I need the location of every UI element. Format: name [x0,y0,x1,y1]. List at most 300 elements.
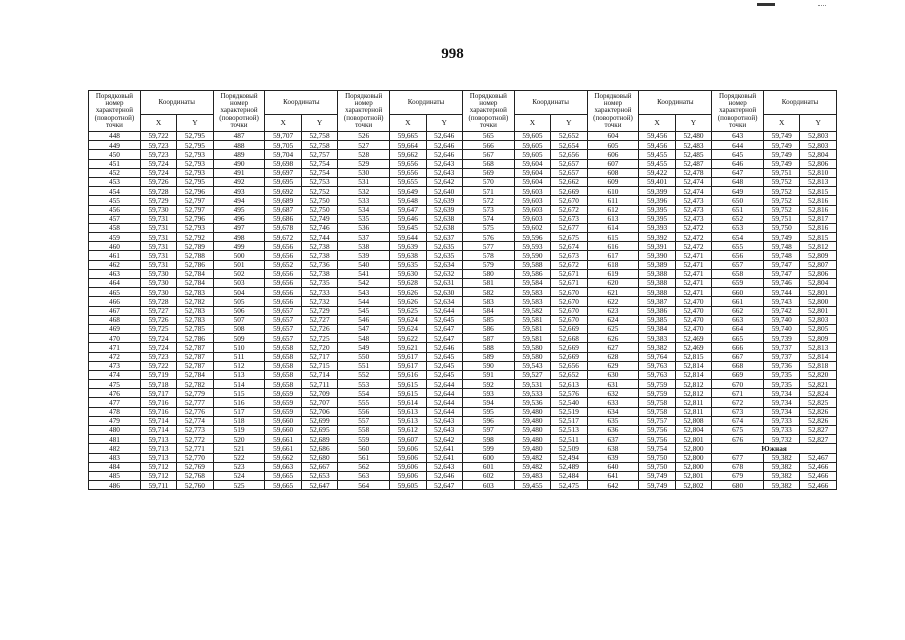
table-cell: 59,749 [764,150,800,159]
table-cell: 59,605 [514,141,550,150]
table-row [89,159,837,168]
table-cell: 649 [712,187,764,196]
table-cell: 59,395 [639,214,675,223]
table-cell: 59,422 [639,168,675,177]
table-cell: 59,723 [140,150,176,159]
table-cell: 591 [462,370,514,379]
table-cell: 59,658 [265,380,301,389]
table-cell: 554 [338,389,390,398]
table-cell: 52,800 [675,453,711,462]
table-cell: 52,670 [551,196,587,205]
table-cell: 52,630 [426,288,462,297]
table-cell: 52,674 [551,242,587,251]
table-cell: 59,656 [265,251,301,260]
table-cell: 59,652 [265,260,301,269]
table-cell: 59,625 [390,306,426,315]
table-row [89,214,837,223]
table-cell: 59,593 [514,242,550,251]
table-cell: 59,388 [639,269,675,278]
table-cell: 59,401 [639,177,675,186]
table-cell: 587 [462,334,514,343]
table-cell: 615 [587,233,639,242]
table-cell: 59,711 [140,481,176,490]
table-cell: 52,792 [177,233,213,242]
header-point-number: Порядковый номер характерной (поворотной) точки [712,91,764,132]
table-cell: 557 [338,416,390,425]
table-cell: 52,635 [426,251,462,260]
table-cell: 549 [338,343,390,352]
table-cell: 52,643 [426,462,462,471]
table-row [89,361,837,370]
table-cell: 631 [587,380,639,389]
table-cell: 59,707 [265,132,301,141]
header-y: Y [177,115,213,132]
header-coordinates: Координаты [764,91,837,115]
header-y: Y [800,115,837,132]
table-cell: 52,511 [551,435,587,444]
table-cell: 52,706 [301,407,337,416]
header-coordinates: Координаты [639,91,712,115]
table-cell: 59,726 [140,315,176,324]
table-cell: 59,748 [764,242,800,251]
table-cell: 59,689 [265,196,301,205]
table-cell: 600 [462,453,514,462]
table-cell: 52,788 [177,251,213,260]
table-row [89,444,837,453]
table-cell: 52,806 [800,159,837,168]
table-cell: 52,782 [177,380,213,389]
table-cell: 52,808 [675,416,711,425]
table-cell: 59,630 [390,269,426,278]
table-cell: 52,779 [177,389,213,398]
table-cell: 52,825 [800,398,837,407]
table-cell: 52,487 [675,159,711,168]
table-cell: 468 [89,315,141,324]
table-cell: 59,749 [764,159,800,168]
table-cell: 59,758 [639,398,675,407]
table-cell: 507 [213,315,265,324]
table-cell: 571 [462,187,514,196]
table-cell: 52,669 [551,187,587,196]
table-cell: 52,776 [177,407,213,416]
table-cell: 490 [213,159,265,168]
table-cell: 541 [338,269,390,278]
table-cell: 574 [462,214,514,223]
table-cell: 547 [338,324,390,333]
table-cell: 59,605 [514,150,550,159]
table-cell: 59,724 [140,159,176,168]
table-cell: 665 [712,334,764,343]
table-cell: 52,637 [426,233,462,242]
table-cell: 452 [89,168,141,177]
table-cell: 59,698 [265,159,301,168]
table-cell: 52,642 [426,177,462,186]
table-cell: 516 [213,398,265,407]
table-cell: 538 [338,242,390,251]
table-cell: 52,738 [301,251,337,260]
table-cell: 662 [712,306,764,315]
table-cell: 52,796 [177,214,213,223]
table-row [89,416,837,425]
table-cell: 52,470 [675,324,711,333]
table-cell: 52,652 [551,370,587,379]
table-cell: 579 [462,260,514,269]
table-cell: 52,732 [301,297,337,306]
table-row [89,251,837,260]
table-cell: 52,653 [301,471,337,480]
table-cell: 59,737 [764,343,800,352]
table-cell: 504 [213,288,265,297]
table-cell: 572 [462,196,514,205]
table-row [89,343,837,352]
table-cell: 560 [338,444,390,453]
table-cell: 52,738 [301,269,337,278]
table-cell: 59,731 [140,223,176,232]
table-cell: 525 [213,481,265,490]
table-cell: 52,733 [301,288,337,297]
table-cell: 59,586 [514,269,550,278]
table-cell: 52,647 [426,334,462,343]
table-cell: 52,783 [177,315,213,324]
table-cell: 59,660 [265,416,301,425]
table-cell: 59,746 [764,279,800,288]
table-cell: 623 [587,306,639,315]
table-cell: 52,760 [177,481,213,490]
table-cell: 664 [712,324,764,333]
table-cell: 52,472 [675,223,711,232]
table-cell: 544 [338,297,390,306]
table-cell: 59,757 [639,416,675,425]
table-cell: 669 [712,370,764,379]
table-cell: 59,603 [514,205,550,214]
table-cell: 59,656 [265,242,301,251]
table-cell: 59,657 [265,306,301,315]
table-cell: 52,786 [177,334,213,343]
table-cell: 476 [89,389,141,398]
table-cell: 477 [89,398,141,407]
table-cell: 450 [89,150,141,159]
table-cell: 59,605 [390,481,426,490]
table-cell: 52,613 [551,380,587,389]
table-cell: 59,697 [265,168,301,177]
table-cell: 59,626 [390,288,426,297]
table-cell: 59,621 [390,343,426,352]
table-cell: 478 [89,407,141,416]
table-cell: 59,726 [140,177,176,186]
table-cell: 506 [213,306,265,315]
table-cell: 52,472 [675,233,711,242]
table-cell: 59,583 [514,288,550,297]
table-cell: 583 [462,297,514,306]
table-cell: 52,795 [177,132,213,141]
table-cell: 52,670 [551,306,587,315]
table-cell: 59,644 [390,233,426,242]
table-cell: 624 [587,315,639,324]
table-cell: 643 [712,132,764,141]
table-cell: 59,731 [140,260,176,269]
table-cell: 517 [213,407,265,416]
table-cell: 52,641 [426,444,462,453]
table-cell: 52,675 [551,233,587,242]
table-cell: 59,748 [764,251,800,260]
table-cell: 59,751 [764,168,800,177]
table-cell: 601 [462,462,514,471]
table-cell: 52,643 [426,416,462,425]
table-cell: 59,382 [764,481,800,490]
table-cell: 52,787 [177,361,213,370]
table-cell: 523 [213,462,265,471]
table-cell: 59,386 [639,306,675,315]
table-cell: 52,471 [675,260,711,269]
table-row [89,462,837,471]
table-cell: 496 [213,214,265,223]
table-cell: 581 [462,279,514,288]
table-cell: 59,395 [639,205,675,214]
table-cell: 59,759 [639,380,675,389]
table-cell: 59,614 [390,398,426,407]
table-cell: 52,672 [551,205,587,214]
table-cell: 52,754 [301,168,337,177]
table-cell: 52,638 [426,223,462,232]
table-cell: 59,604 [514,159,550,168]
table-cell: 661 [712,297,764,306]
table-cell: 52,654 [551,141,587,150]
table-cell: 677 [712,453,764,462]
header-y: Y [426,115,462,132]
table-cell: 59,382 [639,343,675,352]
table-cell: 52,646 [426,150,462,159]
table-row [89,435,837,444]
table-cell: 59,734 [764,407,800,416]
table-cell: 59,730 [140,269,176,278]
table-cell: 59,728 [140,297,176,306]
table-cell: 59,657 [265,315,301,324]
table-cell: 59,752 [764,196,800,205]
header-x: X [265,115,301,132]
table-row [89,132,837,141]
table-cell: 671 [712,389,764,398]
table-cell: 451 [89,159,141,168]
table-cell: 52,750 [301,205,337,214]
table-cell: 52,807 [800,260,837,269]
table-cell: 59,724 [140,168,176,177]
table-cell: 59,661 [265,435,301,444]
table-cell: 59,399 [639,187,675,196]
table-cell: 59,719 [140,370,176,379]
table-cell: 52,673 [551,214,587,223]
table-cell: 59,714 [140,426,176,435]
table-cell: 52,809 [800,334,837,343]
table-cell: 520 [213,435,265,444]
table-cell: 563 [338,471,390,480]
table-cell: 595 [462,407,514,416]
table-cell: 448 [89,132,141,141]
table-cell: 52,645 [426,370,462,379]
table-cell: 528 [338,150,390,159]
table-cell: 52,657 [551,168,587,177]
table-cell: 59,660 [265,426,301,435]
table-cell: 52,714 [301,370,337,379]
table-cell: 52,782 [177,297,213,306]
table-cell: 59,735 [764,380,800,389]
table-cell: 52,699 [301,416,337,425]
table-cell: 52,644 [426,380,462,389]
table-cell: 52,466 [800,462,837,471]
table-cell: 59,672 [265,233,301,242]
table-cell: 59,731 [140,233,176,242]
table-cell: 52,473 [675,196,711,205]
table-cell: 52,662 [551,177,587,186]
header-coordinates: Координаты [265,91,338,115]
table-cell: 59,531 [514,380,550,389]
coordinates-table [88,90,837,490]
table-cell: 52,680 [301,453,337,462]
table-cell: 52,471 [675,251,711,260]
table-cell: 52,811 [675,398,711,407]
table-cell: 668 [712,361,764,370]
table-cell: 546 [338,315,390,324]
table-cell: 52,736 [301,260,337,269]
table-cell: 52,483 [675,141,711,150]
table-cell: 59,590 [514,251,550,260]
table-cell: 59,638 [390,251,426,260]
table-row [89,389,837,398]
table-cell: 59,723 [140,352,176,361]
table-cell: 52,752 [301,187,337,196]
table-cell: 52,576 [551,389,587,398]
table-cell: 522 [213,453,265,462]
table-cell: 59,665 [390,132,426,141]
table-cell: 59,662 [265,453,301,462]
table-cell: 52,670 [551,315,587,324]
table-cell: 551 [338,361,390,370]
table-cell: 472 [89,352,141,361]
table-cell: 618 [587,260,639,269]
table-cell: 52,803 [800,132,837,141]
table-cell: 651 [712,205,764,214]
table-cell: 612 [587,205,639,214]
table-cell: 52,470 [675,315,711,324]
table-cell: 568 [462,159,514,168]
table-cell: 59,390 [639,251,675,260]
table-cell: 59,455 [639,150,675,159]
table-cell: 52,513 [551,426,587,435]
table-cell: 59,582 [514,306,550,315]
table-cell: 59,596 [514,233,550,242]
table-row [89,260,837,269]
table-cell: 59,543 [514,361,550,370]
table-cell: 52,657 [551,159,587,168]
table-cell: 59,606 [390,471,426,480]
table-cell: 52,466 [800,471,837,480]
table-cell: 531 [338,177,390,186]
table-cell: 52,774 [177,416,213,425]
table-cell: 59,747 [764,260,800,269]
table-cell: 59,604 [514,177,550,186]
table-row [89,334,837,343]
table-cell: 52,474 [675,187,711,196]
table-cell: 604 [587,132,639,141]
table-cell: 59,665 [265,481,301,490]
table-cell: 480 [89,426,141,435]
table-cell: 52,805 [800,324,837,333]
table-cell: 52,824 [800,389,837,398]
table-cell: 667 [712,352,764,361]
table-cell: 52,750 [301,196,337,205]
table-cell: 52,784 [177,269,213,278]
table-cell: 59,718 [140,380,176,389]
table-cell: 537 [338,233,390,242]
table-cell: 52,801 [675,435,711,444]
table-cell: 52,754 [301,159,337,168]
table-cell: 59,455 [514,481,550,490]
table-cell: 59,749 [639,471,675,480]
table-cell: 59,735 [764,370,800,379]
table-cell: 59,749 [764,141,800,150]
table-cell: 52,757 [301,150,337,159]
table-cell: 460 [89,242,141,251]
table-cell: 655 [712,242,764,251]
table-cell: 59,695 [265,177,301,186]
table-cell: 679 [712,471,764,480]
table-cell: 59,384 [639,324,675,333]
table-cell: 59,734 [764,389,800,398]
table-cell: 52,787 [177,343,213,352]
table-cell: 642 [587,481,639,490]
table-cell: 59,756 [639,426,675,435]
table-cell: 59,602 [514,223,550,232]
table-row [89,324,837,333]
table-cell: 609 [587,177,639,186]
table-cell: 52,642 [426,435,462,444]
table-cell: 59,617 [390,361,426,370]
table-cell: 52,471 [675,288,711,297]
table-cell: 52,470 [675,306,711,315]
table-cell: 52,815 [800,187,837,196]
table-cell: 602 [462,471,514,480]
header-x: X [639,115,675,132]
table-cell: 52,632 [426,269,462,278]
table-row [89,481,837,490]
table-cell: 654 [712,233,764,242]
table-cell: 52,801 [800,288,837,297]
table-cell: 52,726 [301,324,337,333]
table-cell: 519 [213,426,265,435]
table-cell: 59,482 [514,453,550,462]
table-cell: 483 [89,453,141,462]
table-cell: 59,584 [514,279,550,288]
table-cell: 52,673 [551,251,587,260]
table-cell: 52,646 [426,141,462,150]
table-cell: 59,754 [639,444,675,453]
table-cell: 59,724 [140,334,176,343]
table-cell: 52,725 [301,334,337,343]
table-cell: 52,826 [800,407,837,416]
table-cell: 59,456 [639,141,675,150]
table-cell: 578 [462,251,514,260]
table-cell: 52,811 [675,407,711,416]
table-cell: 52,671 [551,269,587,278]
table-cell: 52,480 [675,132,711,141]
table-cell: 59,388 [639,279,675,288]
table-cell: 52,795 [177,141,213,150]
table-cell: 640 [587,462,639,471]
table-cell: 52,634 [426,297,462,306]
table-cell: 52,804 [675,426,711,435]
table-cell: 59,659 [265,407,301,416]
table-cell: 599 [462,444,514,453]
table-cell: 59,749 [764,233,800,242]
